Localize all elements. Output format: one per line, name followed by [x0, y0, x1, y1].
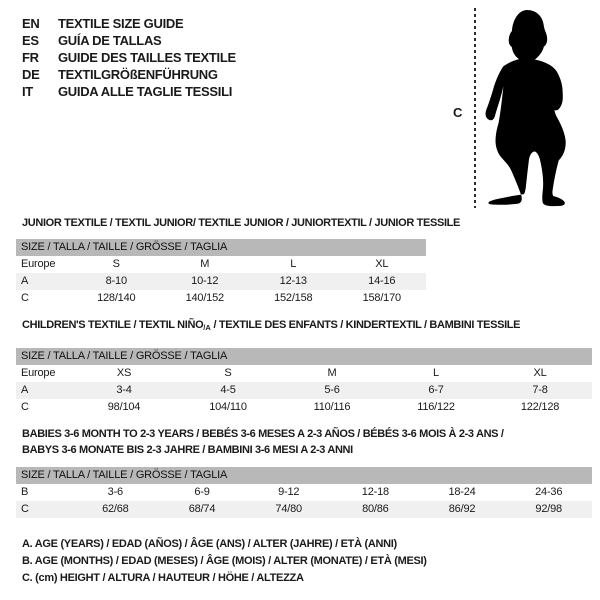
- language-code: IT: [22, 84, 33, 99]
- language-row-en: [22, 15, 236, 32]
- language-title: GUÍA DE TALLAS: [58, 33, 162, 48]
- children-table-title: [22, 319, 520, 332]
- children-title-subscript: /A: [203, 323, 211, 332]
- language-code: EN: [22, 16, 40, 31]
- table-row: [16, 273, 426, 290]
- table-cell: XS: [116, 367, 132, 379]
- row-label: C: [21, 503, 29, 515]
- footnotes: [22, 536, 427, 587]
- table-cell: 14-16: [368, 275, 396, 287]
- babies-title-line2: BABYS 3-6 MONATE BIS 2-3 JAHRE / BAMBINI 3-6 MESI A 2-3 ANNI: [22, 444, 353, 456]
- babies-table-title: [22, 426, 504, 458]
- table-cell: 9-12: [278, 486, 300, 498]
- table-cell: 4-5: [220, 384, 236, 396]
- children-title-pre: CHILDREN'S TEXTILE / TEXTIL NIÑO: [22, 319, 204, 331]
- table-row: [16, 365, 592, 382]
- row-label: A: [21, 275, 29, 287]
- table-cell: 158/170: [362, 292, 401, 304]
- children-title-post: / TEXTILE DES ENFANTS / KINDERTEXTIL / BAMBINI TESSILE: [210, 319, 521, 331]
- table-row: [16, 399, 592, 416]
- table-cell: 92/98: [535, 503, 562, 515]
- table-cell: 74/80: [275, 503, 302, 515]
- babies-table: [16, 467, 592, 518]
- height-dashed-line: [474, 8, 476, 208]
- table-cell: 116/122: [417, 401, 455, 413]
- table-cell: 3-4: [116, 384, 132, 396]
- table-cell: 18-24: [448, 486, 476, 498]
- junior-table-title: JUNIOR TEXTILE / TEXTIL JUNIOR/ TEXTILE JUNIOR / JUNIORTEXTIL / JUNIOR TESSILE: [22, 217, 461, 229]
- table-cell: XL: [375, 258, 389, 270]
- language-code: FR: [22, 50, 39, 65]
- table-cell: 122/128: [520, 401, 560, 413]
- language-title: TEXTILE SIZE GUIDE: [58, 16, 184, 31]
- table-cell: 140/152: [185, 292, 224, 304]
- table-cell: 68/74: [188, 503, 216, 515]
- table-cell: 24-36: [535, 486, 563, 498]
- table-cell: M: [327, 367, 337, 379]
- table-cell: 10-12: [191, 275, 219, 287]
- table-row: [16, 501, 592, 518]
- table-cell: 12-18: [361, 486, 389, 498]
- table-cell: 7-8: [532, 384, 548, 396]
- language-list: [22, 15, 236, 100]
- baby-silhouette-icon: [482, 5, 572, 207]
- row-label: A: [21, 384, 29, 396]
- babies-title-line1: BABIES 3-6 MONTH TO 2-3 YEARS / BEBÉS 3-6 MESES A 2-3 AÑOS / BÉBÉS 3-6 MOIS À 2-3 ANS /: [22, 428, 504, 440]
- table-cell: 98/104: [107, 401, 141, 413]
- language-row-it: [22, 83, 236, 100]
- size-header-bar: SIZE / TALLA / TAILLE / GRÖSSE / TAGLIA: [16, 467, 592, 484]
- row-label: C: [21, 292, 29, 304]
- table-cell: S: [224, 367, 232, 379]
- height-measure-label: C: [453, 105, 463, 120]
- table-cell: 5-6: [324, 384, 340, 396]
- language-row-de: [22, 66, 236, 83]
- table-cell: S: [112, 258, 120, 270]
- table-row: [16, 382, 592, 399]
- language-row-es: [22, 32, 236, 49]
- table-cell: 12-13: [279, 275, 307, 287]
- table-cell: L: [290, 258, 297, 270]
- table-cell: 128/140: [97, 292, 136, 304]
- children-table: [16, 348, 592, 416]
- language-code: ES: [22, 33, 39, 48]
- table-row: [16, 484, 592, 501]
- footnote-b: B. AGE (MONTHS) / EDAD (MESES) / ÂGE (MOIS) / ALTER (MONATE) / ETÀ (MESI): [22, 555, 427, 567]
- language-title: GUIDE DES TAILLES TEXTILE: [58, 50, 236, 65]
- row-label: B: [21, 486, 29, 498]
- language-title: GUIDA ALLE TAGLIE TESSILI: [58, 84, 233, 99]
- row-label: Europe: [21, 258, 56, 270]
- table-cell: 152/158: [274, 292, 313, 304]
- table-cell: 3-6: [107, 486, 123, 498]
- table-cell: 86/92: [448, 503, 476, 515]
- table-cell: 62/68: [102, 503, 129, 515]
- language-title: TEXTILGRÖßENFÜHRUNG: [58, 67, 218, 82]
- table-cell: 6-9: [194, 486, 210, 498]
- table-cell: XL: [533, 367, 547, 379]
- table-cell: 104/110: [209, 401, 247, 413]
- row-label: C: [21, 401, 29, 413]
- table-cell: 6-7: [428, 384, 444, 396]
- table-cell: 8-10: [105, 275, 127, 287]
- footnote-a: A. AGE (YEARS) / EDAD (AÑOS) / ÂGE (ANS) / ALTER (JAHRE) / ETÀ (ANNI): [22, 538, 397, 550]
- row-label: Europe: [21, 367, 56, 379]
- table-cell: L: [433, 367, 439, 379]
- language-row-fr: [22, 49, 236, 66]
- table-row: [16, 256, 426, 273]
- language-code: DE: [22, 67, 40, 82]
- size-header-bar: SIZE / TALLA / TAILLE / GRÖSSE / TAGLIA: [16, 348, 592, 365]
- table-row: [16, 290, 426, 307]
- table-cell: 80/86: [362, 503, 389, 515]
- footnote-c: C. (cm) HEIGHT / ALTURA / HAUTEUR / HÖHE / ALTEZZA: [22, 572, 304, 584]
- size-header-bar: SIZE / TALLA / TAILLE / GRÖSSE / TAGLIA: [16, 239, 426, 256]
- table-cell: 110/116: [313, 401, 351, 413]
- junior-table: [16, 239, 426, 307]
- table-cell: M: [200, 258, 210, 270]
